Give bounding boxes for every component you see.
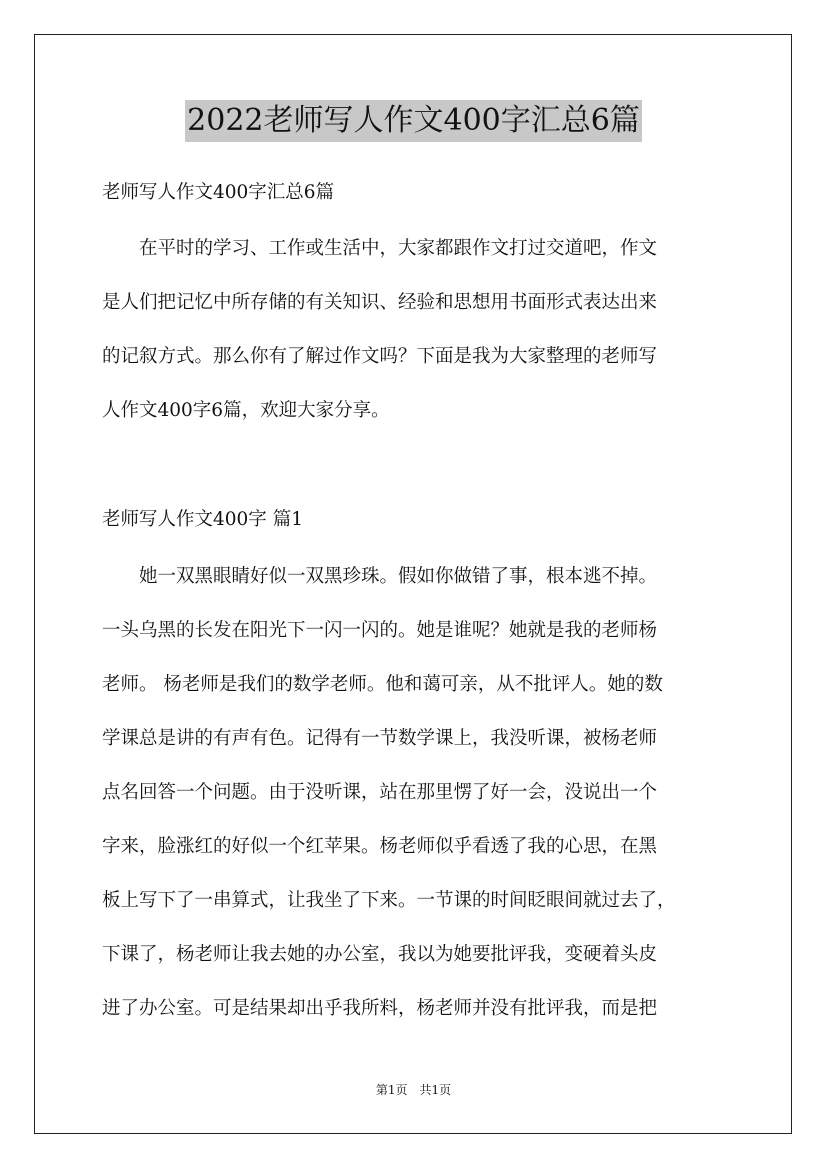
body-line: 她一双黑眼睛好似一双黑珍珠。假如你做错了事，根本逃不掉。 [102, 566, 658, 587]
body-line: 进了办公室。可是结果却出乎我所料，杨老师并没有批评我，而是把 [102, 998, 658, 1019]
page-footer: 第1页 共1页 [375, 1083, 452, 1097]
document-title: 2022老师写人作文400字汇总6篇 [185, 100, 642, 142]
title-container [0, 100, 827, 142]
intro-line: 的记叙方式。那么你有了解过作文吗？下面是我为大家整理的老师写 [102, 346, 658, 367]
body-line: 板上写下了一串算式，让我坐了下来。一节课的时间眨眼间就过去了， [102, 890, 676, 911]
intro-line: 在平时的学习、工作或生活中，大家都跟作文打过交道吧，作文 [102, 238, 658, 259]
document-subtitle: 老师写人作文400字汇总6篇 [102, 182, 335, 203]
body-line: 下课了，杨老师让我去她的办公室，我以为她要批评我，变硬着头皮 [102, 944, 658, 965]
intro-line: 是人们把记忆中所存储的有关知识、经验和思想用书面形式表达出来 [102, 292, 658, 313]
body-line: 学课总是讲的有声有色。记得有一节数学课上，我没听课，被杨老师 [102, 728, 658, 749]
section-heading: 老师写人作文400字 篇1 [102, 509, 303, 530]
intro-line: 人作文400字6篇，欢迎大家分享。 [102, 400, 390, 421]
body-line: 点名回答一个问题。由于没听课，站在那里愣了好一会，没说出一个 [102, 782, 658, 803]
body-line: 老师。 杨老师是我们的数学老师。他和蔼可亲，从不批评人。她的数 [102, 674, 663, 695]
body-line: 一头乌黑的长发在阳光下一闪一闪的。她是谁呢？她就是我的老师杨 [102, 620, 658, 641]
body-line: 字来，脸涨红的好似一个红苹果。杨老师似乎看透了我的心思，在黑 [102, 836, 658, 857]
